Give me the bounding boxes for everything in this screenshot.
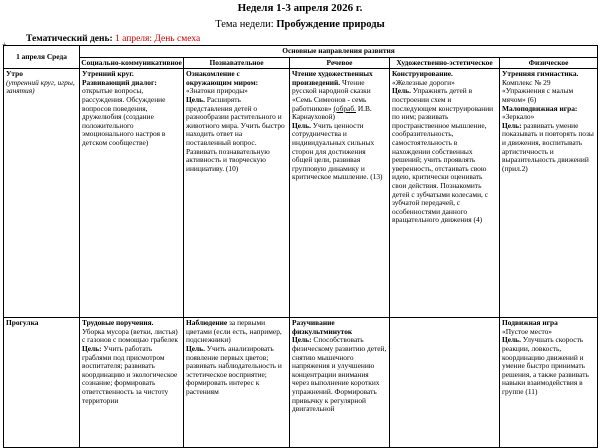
- activity-name: «Железные дороги»: [392, 77, 455, 87]
- activity-title: Наблюдение: [186, 318, 228, 328]
- activity-name-tail: И.В. Карнауховой): [292, 103, 372, 122]
- goal-label: Цель.: [392, 86, 411, 96]
- goal-label: Цель.: [292, 120, 311, 130]
- goal-label: Цель.: [502, 335, 521, 345]
- activity-name: «Пустое место»: [502, 326, 552, 336]
- thematic-day-label: Тематический день:: [26, 34, 113, 44]
- activity-name: Комплекс № 29 «Упражнения с малым мячом» (6): [502, 77, 574, 104]
- main-header-cell: Основные направления развития: [80, 46, 598, 58]
- column-header-row: [4, 57, 598, 69]
- table-move-handle-icon[interactable]: +: [2, 40, 7, 49]
- cell-morning-speech: [290, 69, 390, 318]
- cell-walk-cognitive: [184, 318, 290, 448]
- activity-name-2: «Зеркало»: [502, 112, 535, 122]
- week-theme-label: Тема недели:: [215, 19, 274, 30]
- goal-label: Цель:: [502, 120, 522, 130]
- cell-walk-speech: [290, 318, 390, 448]
- cell-morning-artistic: [390, 69, 500, 318]
- goal-label: Цель.: [186, 94, 205, 104]
- week-theme: [0, 19, 600, 30]
- goal-text: Учить работать граблями под присмотром воспитателя; развивать координацию и экологическое сознание; формировать ответственность за чистоту территории: [82, 343, 178, 405]
- row-label-morning: [4, 69, 80, 318]
- column-header-artistic: Художественно-эстетическое: [390, 57, 500, 69]
- cell-walk-physical: [500, 318, 598, 448]
- goal-text: Способствовать физическому развитию детей, снятию мышечного напряжения и улучшению концентрации внимания через выполнение коротких упражнений. Формировать привычку к регулярной двигательной: [292, 335, 387, 414]
- activity-title: Разучивание физкультминуток: [292, 318, 353, 336]
- activity-title: Конструирование.: [392, 69, 453, 79]
- date-cell: 1 апреля Среда: [4, 46, 80, 69]
- document-title: Неделя 1-3 апреля 2026 г.: [237, 2, 363, 14]
- goal-label: Цель.: [186, 343, 205, 353]
- activity-title: Утренняя гимнастика.: [502, 69, 579, 79]
- activity-title: Утренний круг.: [82, 69, 134, 79]
- activity-name-underlined: (обраб.: [333, 103, 356, 113]
- table-row: [4, 69, 598, 318]
- thematic-day: [26, 34, 200, 44]
- goal-label: Цель:: [292, 335, 312, 345]
- row-subtitle: (утренний круг, игры, занятия): [6, 77, 75, 96]
- column-header-social: Социально-коммуникативное: [80, 57, 184, 69]
- goal-text: Учить ценности сотрудничества и индивидуальных сильных сторон для достижения общей цели, развивая групповую динамику и критическое мышление. (13): [292, 120, 383, 182]
- activity-plan-table: [3, 45, 598, 448]
- goal-text: Упражнять детей в построении схем и последующем конструировании по ним; развивать пространственное мышление, сообразительность, самостоятельность в нахождении собственных решений; учить проявлять уверенность, отстаивать свою идею, критически оценивать свои действия. Познакомить детей с зубчатыми колесами, с зубчатой передачей, с особенностями данного вращательного движения (4): [392, 86, 494, 225]
- table-header-row: [4, 46, 598, 58]
- activity-title: Ознакомление с окружающим миром:: [186, 69, 259, 87]
- row-title: Утро: [6, 69, 23, 79]
- activity-subtitle: Малоподвижная игра:: [502, 103, 578, 113]
- column-header-speech: Речевое: [290, 57, 390, 69]
- column-header-physical: Физическое: [500, 57, 598, 69]
- goal-text: Расширять представления детей о разнообразии растительного и животного мира. Учить быстро находить ответ на поставленный вопрос. Развивать познавательную активность и творческую инициативу. (10): [186, 94, 285, 173]
- activity-subtitle: Развивающий диалог:: [82, 77, 157, 87]
- activity-text: открытые вопросы, рассуждения. Обсуждение вопросов поведения, дружелюбия (создание положительного эмоционального настроя в детском сообществе): [82, 86, 166, 147]
- row-label-walk: [4, 318, 80, 448]
- goal-text: развивать умение показывать и повторять позы и движения, воспитывать артистичность и выразительность движений (прил.2): [502, 120, 594, 173]
- activity-name: за первыми цветами (если есть, например, подснежники): [186, 318, 282, 345]
- goal-label: Цель:: [82, 343, 102, 353]
- goal-text: Улучшать скорость реакции, ловкость, координацию движений и умение быстро принимать решения, а также развивать навыки взаимодействия в группе (11): [502, 335, 589, 396]
- activity-title: Подвижная игра: [502, 318, 558, 328]
- row-title: Прогулка: [6, 318, 39, 328]
- column-header-cognitive: Познавательное: [184, 57, 290, 69]
- activity-title: Трудовые поручения.: [82, 318, 154, 328]
- goal-text: Учить анализировать появление первых цветов; развивать наблюдательность и эстетическое восприятие; формировать интерес к растениям: [186, 343, 282, 396]
- activity-name: Уборка мусора (ветки, листья) с газонов с помощью грабелек: [82, 326, 178, 345]
- thematic-day-value: 1 апреля: День смеха: [115, 34, 201, 44]
- cell-morning-physical: [500, 69, 598, 318]
- cell-walk-social: [80, 318, 184, 448]
- cell-walk-artistic: [390, 318, 500, 448]
- activity-name: «Знатоки природы»: [186, 86, 248, 96]
- activity-title: Чтение художественных произведений.: [292, 69, 373, 87]
- cell-morning-cognitive: [184, 69, 290, 318]
- activity-name: Чтение русской народной сказки «Семь Симеонов - семь работников»: [292, 77, 371, 113]
- cell-morning-social: [80, 69, 184, 318]
- table-row: [4, 318, 598, 448]
- week-theme-value: Пробуждение природы: [276, 19, 385, 30]
